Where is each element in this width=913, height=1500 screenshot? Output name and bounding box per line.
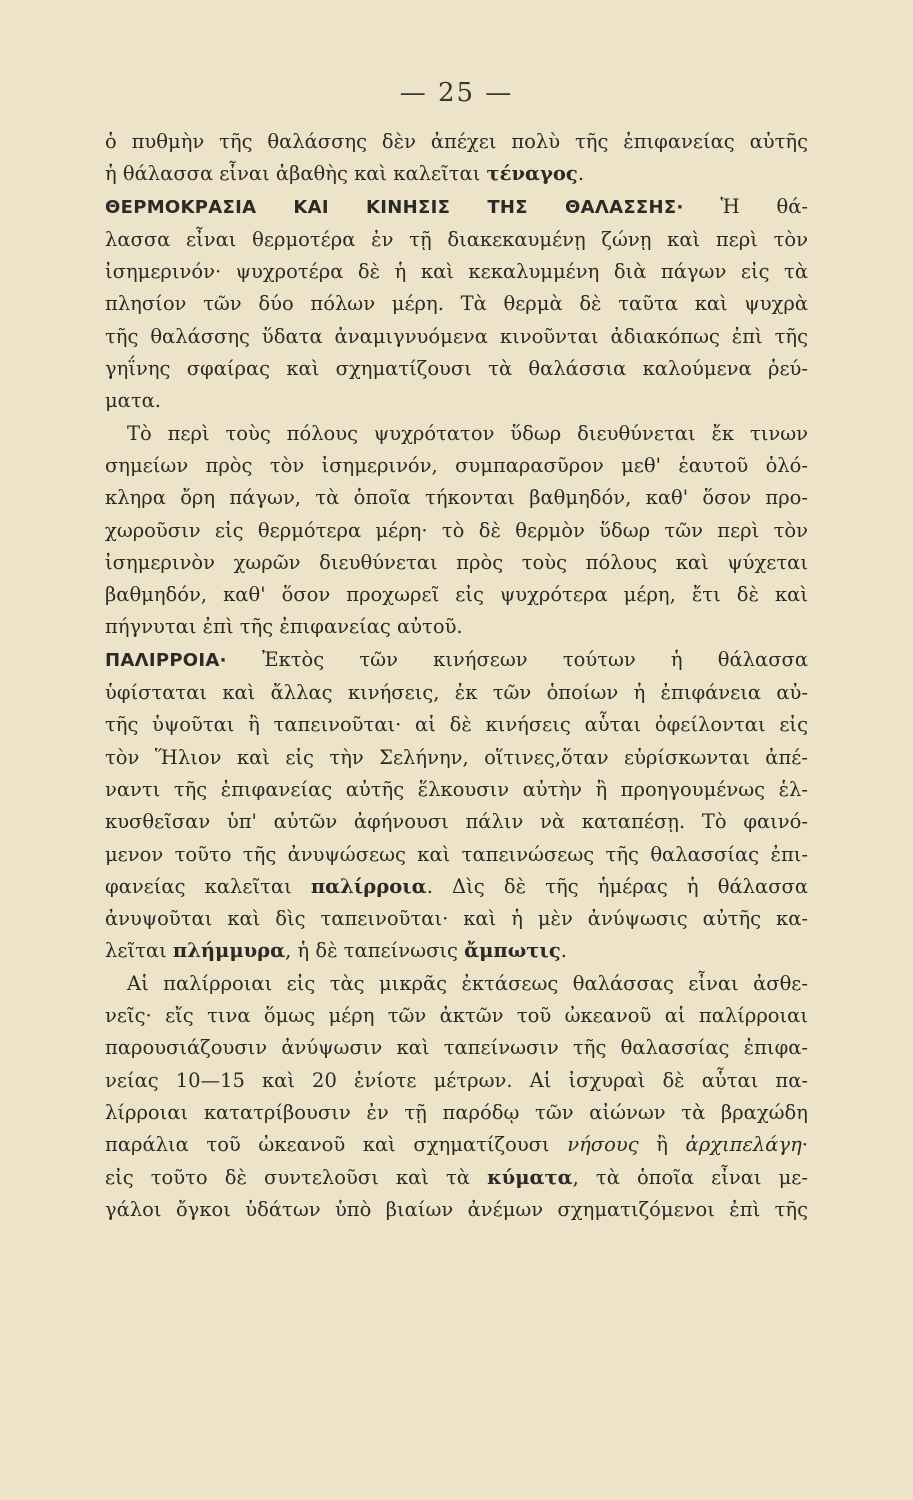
text-line: ΘΕΡΜΟΚΡΑΣΙΑ ΚΑΙ ΚΙΝΗΣΙΣ ΤΗΣ ΘΑΛΑΣΣΗΣ· Ἡ θά- (105, 194, 808, 218)
text-line: γάλοι ὄγκοι ὑδάτων ὑπὸ βιαίων ἀνέμων σχηματιζόμενοι ἐπὶ τῆς (105, 1197, 808, 1221)
text-line: νείας 10—15 καὶ 20 ἐνίοτε μέτρων. Αἱ ἰσχυραὶ δὲ αὗται πα- (105, 1068, 808, 1092)
text-line: κυσθεῖσαν ὑπ' αὐτῶν ἀφήνουσι πάλιν νὰ καταπέσῃ. Τὸ φαινό- (105, 810, 808, 834)
paragraph-temperature (105, 191, 808, 418)
text-line: ΠΑΛΙΡΡΟΙΑ· Ἐκτὸς τῶν κινήσεων τούτων ἡ θάλασσα (105, 647, 808, 671)
paragraph-currents (105, 418, 808, 644)
text-line: σημείων πρὸς τὸν ἰσημερινόν, συμπαρασῦρον μεθ' ἑαυτοῦ ὁλό- (105, 453, 808, 477)
text-line: πήγνυται ἐπὶ τῆς ἐπιφανείας αὐτοῦ. (105, 615, 463, 639)
text-line: ματα. (105, 389, 161, 413)
text-line: λασσα εἶναι θερμοτέρα ἐν τῇ διακεκαυμένῃ ζώνῃ καὶ περὶ τὸν (105, 227, 808, 251)
text-line: ἀνυψοῦται καὶ δὶς ταπεινοῦται· καὶ ἡ μὲν ἀνύψωσις αὐτῆς κα- (105, 907, 808, 931)
text-line: γηΐνης σφαίρας καὶ σχηματίζουσι τὰ θαλάσσια καλούμενα ῥεύ- (105, 357, 808, 381)
text-line: λεῖται πλήμμυρα, ἡ δὲ ταπείνωσις ἄμπωτις. (105, 939, 567, 963)
text-line: βαθμηδόν, καθ' ὅσον προχωρεῖ εἰς ψυχρότερα μέρη, ἔτι δὲ καὶ (105, 583, 808, 607)
text-line: εἰς τοῦτο δὲ συντελοῦσι καὶ τὰ κύματα, τὰ ὁποῖα εἶναι με- (105, 1165, 808, 1189)
term-ampotis: ἄμπωτις (464, 939, 561, 963)
term-archipelagi: ἀρχιπελάγη (685, 1133, 802, 1157)
text-line: μενον τοῦτο τῆς ἀνυψώσεως καὶ ταπεινώσεως τῆς θαλασσίας ἐπι- (105, 842, 808, 866)
paragraph-seabed (105, 126, 808, 191)
text-line: χωροῦσιν εἰς θερμότερα μέρη· τὸ δὲ θερμὸν ὕδωρ τῶν περὶ τὸν (105, 518, 808, 542)
text-line: τῆς ὑψοῦται ἢ ταπεινοῦται· αἱ δὲ κινήσεις αὗται ὀφείλονται εἰς (105, 713, 808, 737)
text-line: ὁ πυθμὴν τῆς θαλάσσης δὲν ἀπέχει πολὺ τῆς ἐπιφανείας αὐτῆς (105, 130, 808, 153)
text-line: νεῖς· εἴς τινα ὅμως μέρη τῶν ἀκτῶν τοῦ ὠκεανοῦ αἱ παλίρροιαι (105, 1004, 808, 1028)
text-line: Αἱ παλίρροιαι εἰς τὰς μικρᾶς ἐκτάσεως θαλάσσας εἶναι ἀσθε- (127, 971, 808, 995)
text-line: λίρροιαι κατατρίβουσιν ἐν τῇ παρόδῳ τῶν αἰώνων τὰ βραχώδη (105, 1100, 808, 1124)
text-line: πλησίον τῶν δύο πόλων μέρη. Τὰ θερμὰ δὲ ταῦτα καὶ ψυχρὰ (105, 292, 808, 316)
text-line: παρουσιάζουσιν ἀνύψωσιν καὶ ταπείνωσιν τῆς θαλασσίας ἐπιφα- (105, 1036, 808, 1060)
text-line: ἰσημερινὸν χωρῶν διευθύνεται πρὸς τοὺς πόλους καὶ ψύχεται (105, 550, 808, 574)
page-number: — 25 — (399, 78, 514, 108)
text-line: τῆς θαλάσσης ὕδατα ἀναμιγνυόμενα κινοῦνται ἀδιακόπως ἐπὶ τῆς (105, 324, 808, 348)
text-line: κληρα ὄρη πάγων, τὰ ὁποῖα τήκονται βαθμηδόν, καθ' ὅσον προ- (105, 486, 808, 510)
term-nisous: νήσους (567, 1133, 639, 1157)
term-plimmyra: πλήμμυρα (172, 939, 286, 963)
term-kymata: κύματα (487, 1165, 573, 1189)
text-line: ἰσημερινόν· ψυχροτέρα δὲ ἡ καὶ κεκαλυμμένη διὰ πάγων εἰς τὰ (105, 260, 808, 284)
text-line: τὸν Ἥλιον καὶ εἰς τὴν Σελήνην, οἵτινες,ὅταν εὑρίσκωνται ἀπέ- (105, 745, 808, 769)
text-line: φανείας καλεῖται παλίρροια. Δὶς δὲ τῆς ἡμέρας ἡ θάλασσα (105, 874, 808, 898)
text-line: ὑφίσταται καὶ ἄλλας κινήσεις, ἐκ τῶν ὁποίων ἡ ἐπιφάνεια αὐ- (105, 681, 808, 705)
paragraph-tides (105, 644, 808, 968)
text-line: ναντι τῆς ἐπιφανείας αὐτῆς ἕλκουσιν αὐτὴν ἢ προηγουμένως ἑλ- (105, 777, 808, 801)
term-palirroia: παλίρροια (310, 874, 427, 898)
paragraph-tide-effects (105, 968, 808, 1226)
text-line: Τὸ περὶ τοὺς πόλους ψυχρότατον ὕδωρ διευθύνεται ἔκ τινων (127, 421, 808, 445)
text-line: ἡ θάλασσα εἶναι ἀβαθὴς καὶ καλεῖται τέναγος. (105, 162, 585, 186)
section-heading-tides: ΠΑΛΙΡΡΟΙΑ· (105, 649, 227, 671)
section-heading-temperature: ΘΕΡΜΟΚΡΑΣΙΑ ΚΑΙ ΚΙΝΗΣΙΣ ΤΗΣ ΘΑΛΑΣΣΗΣ· (105, 196, 684, 218)
term-tenagos: τέναγος (486, 162, 578, 186)
text-line: παράλια τοῦ ὠκεανοῦ καὶ σχηματίζουσι νήσους ἢ ἀρχιπελάγη· (105, 1133, 808, 1157)
